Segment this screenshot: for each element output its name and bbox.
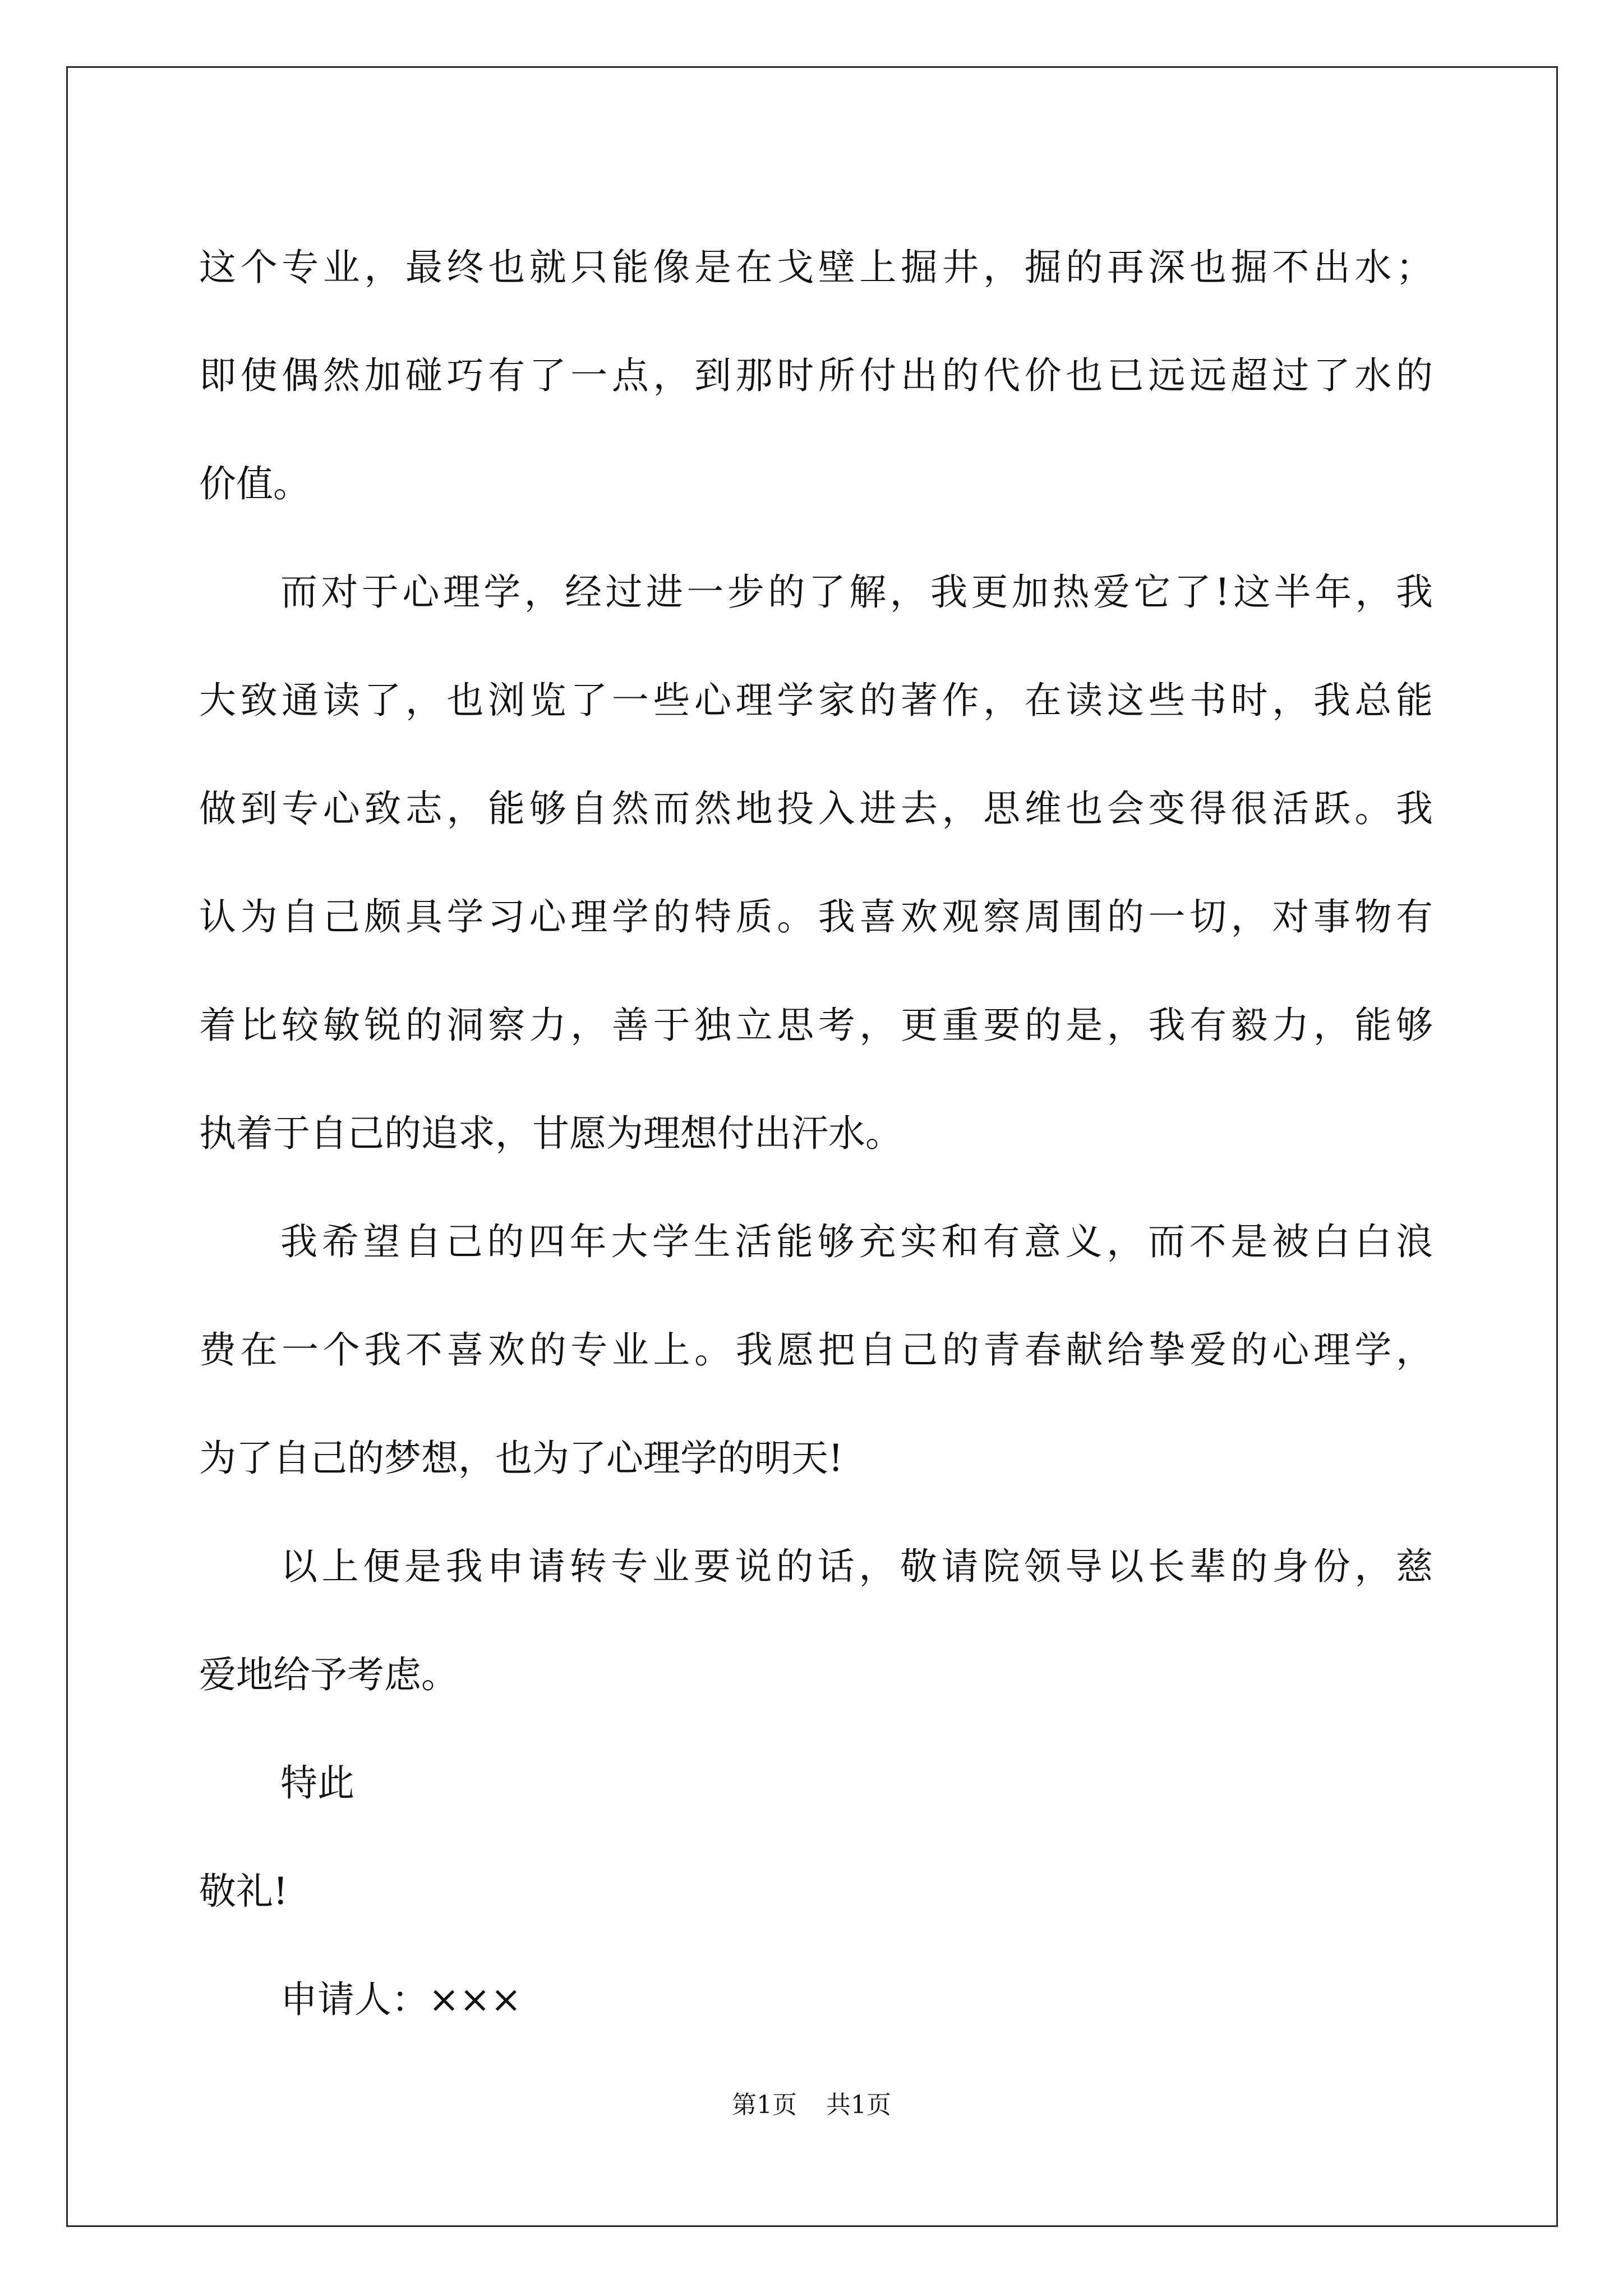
text-line: 价值。 xyxy=(199,462,310,505)
text-line: 费在一个我不喜欢的专业上。我愿把自己的青春献给挚爱的心理学， xyxy=(199,1328,1433,1372)
text-line: 即使偶然加碰巧有了一点，到那时所付出的代价也已远远超过了水的 xyxy=(199,354,1433,397)
text-line: 这个专业，最终也就只能像是在戈壁上掘井，掘的再深也掘不出水； xyxy=(199,246,1433,289)
closing-text: 特此 xyxy=(280,1761,354,1805)
text-line: 为了自己的梦想，也为了心理学的明天! xyxy=(199,1437,843,1480)
salutation-text: 敬礼! xyxy=(199,1870,288,1913)
signature-text: 申请人：××× xyxy=(280,1978,522,2021)
text-line: 执着于自己的追求，甘愿为理想付出汗水。 xyxy=(199,1112,902,1155)
text-line: 着比较敏锐的洞察力，善于独立思考，更重要的是，我有毅力，能够 xyxy=(199,1004,1433,1047)
page-footer xyxy=(0,2090,1623,2121)
text-line: 而对于心理学，经过进一步的了解，我更加热爱它了!这半年，我 xyxy=(280,570,1433,614)
page-number-total: 共1页 xyxy=(826,2091,891,2119)
text-line: 认为自己颇具学习心理学的特质。我喜欢观察周围的一切，对事物有 xyxy=(199,895,1433,938)
text-line: 爱地给予考虑。 xyxy=(199,1653,458,1696)
page-number-current: 第1页 xyxy=(732,2091,797,2119)
text-line: 做到专心致志，能够自然而然地投入进去，思维也会变得很活跃。我 xyxy=(199,787,1433,830)
text-line: 我希望自己的四年大学生活能够充实和有意义，而不是被白白浪 xyxy=(280,1220,1433,1263)
text-line: 以上便是我申请转专业要说的话，敬请院领导以长辈的身份，慈 xyxy=(280,1545,1433,1588)
text-line: 大致通读了，也浏览了一些心理学家的著作，在读这些书时，我总能 xyxy=(199,679,1433,722)
document-body xyxy=(199,213,1433,2054)
